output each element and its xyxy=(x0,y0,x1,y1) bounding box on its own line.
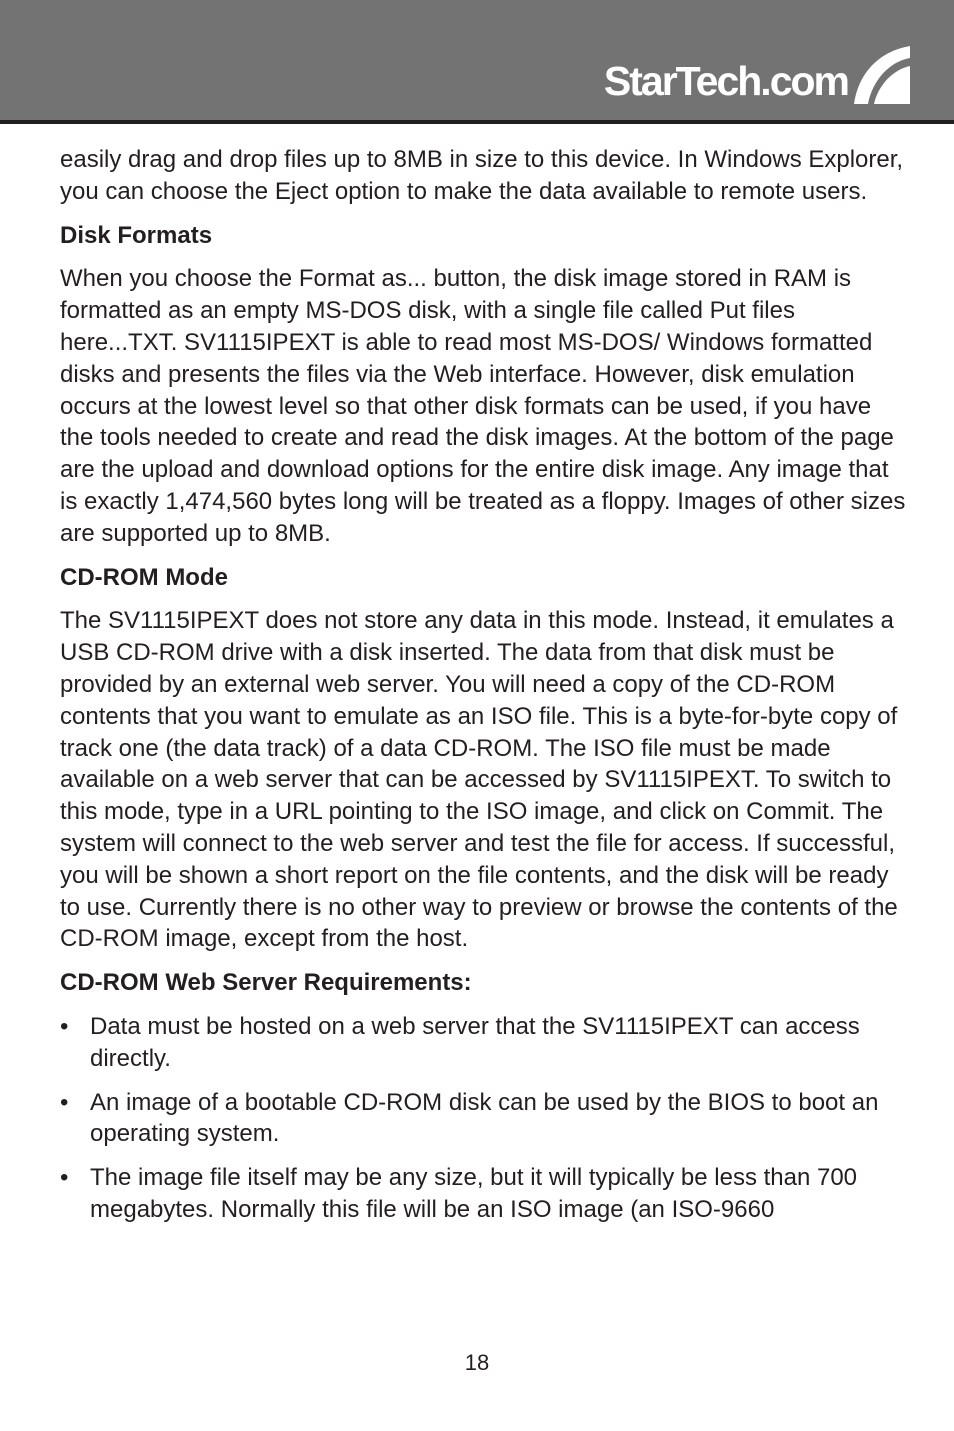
page-number: 18 xyxy=(464,1350,490,1375)
paragraph-cdrom-mode: The SV1115IPEXT does not store any data in this mode. Instead, it emulates a USB CD-ROM drive with a disk inserted. The data from that disk must be provided by an external web server. You will need a copy of the CD-ROM contents that you want to emulate as an ISO file. This is a byte-for-byte copy of track one (the data track) of a data CD-ROM. The ISO file must be made available on a web server that can be accessed by SV1115IPEXT. To switch to this mode, type in a URL pointing to the ISO image, and click on Commit. The system will connect to the web server and test the file for access. If successful, you will be shown a short report on the file contents, and the disk will be ready to use. Currently there is no other way to preview or browse the contents of the CD-ROM image, except from the host. xyxy=(60,607,898,953)
list-item xyxy=(60,1162,910,1226)
startech-swoosh-icon xyxy=(850,46,910,104)
bullet-icon: • xyxy=(60,1012,69,1040)
page-content xyxy=(60,144,910,1238)
list-item-text: The image file itself may be any size, but it will typically be less than 700 megabytes. Normally this file will be an ISO image (an ISO-9660 xyxy=(90,1164,858,1223)
bullet-icon: • xyxy=(60,1088,69,1116)
heading-web-server-requirements: CD-ROM Web Server Requirements: xyxy=(60,969,472,997)
paragraph-intro: easily drag and drop files up to 8MB in size to this device. In Windows Explorer, you can choose the Eject option to make the data available to remote users. xyxy=(60,146,904,205)
startech-logo xyxy=(604,44,910,104)
brand-name: StarTech.com xyxy=(603,58,848,104)
heading-cdrom-mode: CD-ROM Mode xyxy=(60,563,228,591)
list-item-text: Data must be hosted on a web server that the SV1115IPEXT can access directly. xyxy=(90,1012,860,1072)
list-item xyxy=(60,1087,910,1151)
header-divider xyxy=(0,120,954,124)
list-item-text: An image of a bootable CD-ROM disk can be used by the BIOS to boot an operating system. xyxy=(90,1088,879,1148)
paragraph-disk-formats: When you choose the Format as... button, the disk image stored in RAM is formatted as an empty MS-DOS disk, with a single file called Put files here...TXT. SV1115IPEXT is able to read most MS-DOS/ Windows formatted disks and presents the files via the Web interface. However, disk emulation occurs at the lowest level so that other disk formats can be used, if you have the tools needed to create and read the disk images. At the bottom of the page are the upload and download options for the entire disk image. Any image that is exactly 1,474,560 bytes long will be treated as a floppy. Images of other sizes are supported up to 8MB. xyxy=(60,265,906,547)
list-item xyxy=(60,1011,910,1075)
bullet-icon: • xyxy=(60,1164,69,1192)
heading-disk-formats: Disk Formats xyxy=(60,221,213,249)
requirements-list xyxy=(60,1011,910,1226)
page-header xyxy=(0,0,954,120)
